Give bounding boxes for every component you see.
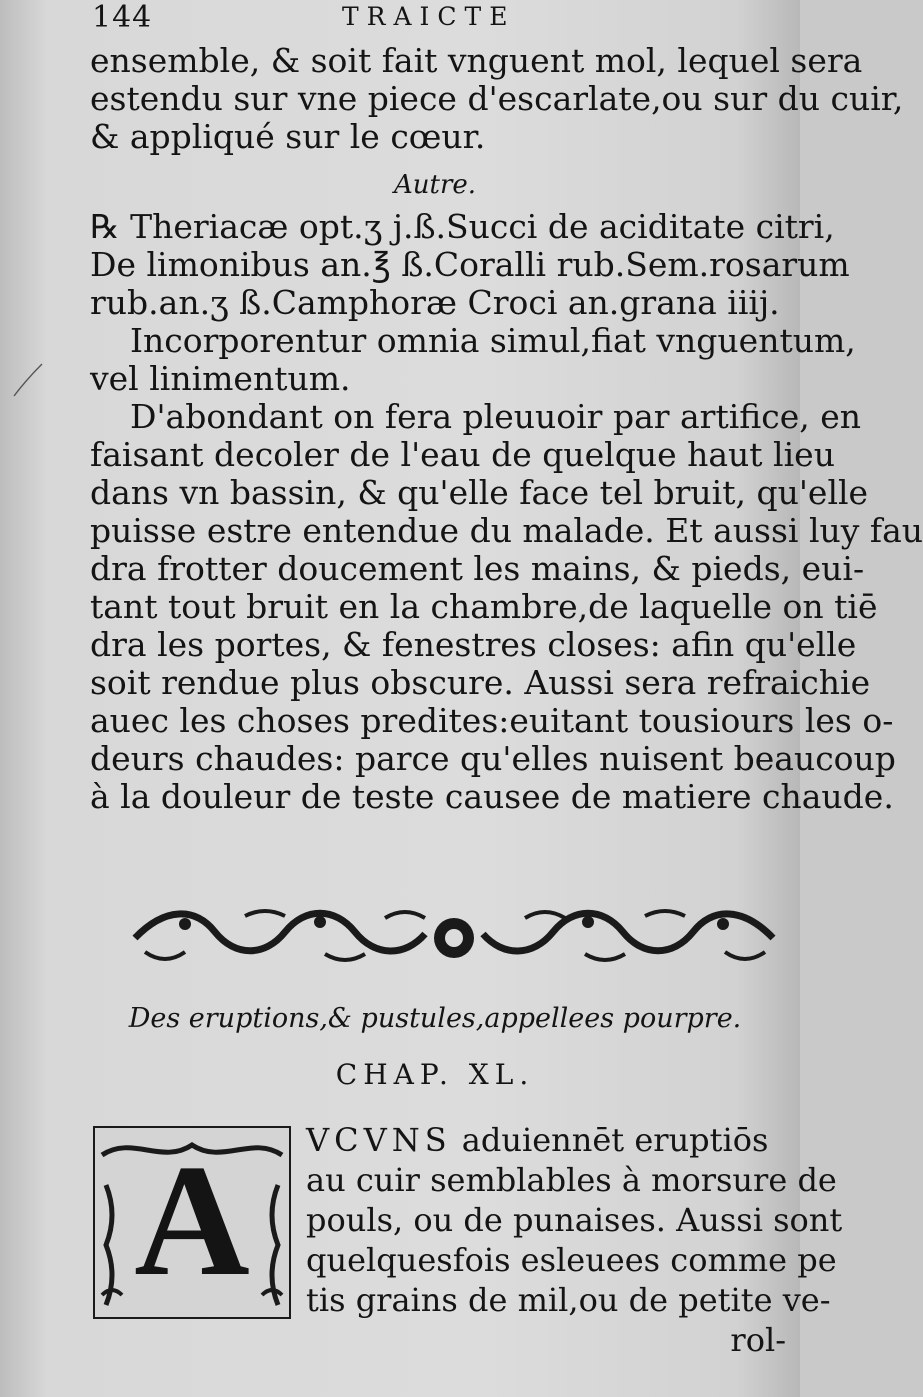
recipe-line: rub.an.ʒ ß.Camphoræ Croci an.grana iiij.: [90, 283, 780, 322]
text-line: & appliqué sur le cœur.: [90, 117, 486, 156]
recipe-line: Incorporentur omnia simul,fiat vnguentum,: [130, 321, 856, 360]
ornate-initial-icon: [92, 1125, 292, 1320]
text-line: pouls, ou de punaises. Aussi sont: [306, 1201, 843, 1239]
text-line: auec les choses predites:euitant tousiours les o-: [90, 701, 894, 740]
text-line: au cuir semblables à morsure de: [306, 1161, 837, 1199]
text-line: tis grains de mil,ou de petite ve-: [306, 1281, 831, 1319]
text-line: estendu sur vne piece d'escarlate,ou sur du cuir,: [90, 79, 904, 118]
chapter-label: CHAP. XL.: [335, 1058, 535, 1091]
section-title: Des eruptions,& pustules,appellees pourpre.: [128, 1003, 742, 1034]
text-line: [306, 1120, 786, 1160]
text-line: puisse estre entendue du malade. Et aussi luy fau: [90, 511, 923, 550]
text-line: ensemble, & soit fait vnguent mol, lequel sera: [90, 41, 863, 80]
first-word: VCVNS: [306, 1121, 452, 1159]
floral-ornament-icon: [125, 902, 783, 974]
autre-heading: Autre.: [393, 170, 477, 200]
line-rest: aduiennēt eruptiōs: [451, 1121, 769, 1159]
text-line: faisant decoler de l'eau de quelque haut lieu: [90, 435, 835, 474]
page-number: 144: [92, 0, 153, 35]
running-head: [0, 0, 800, 40]
margin-mark-icon: [8, 360, 48, 400]
text-line: deurs chaudes: parce qu'elles nuisent beaucoup: [90, 739, 896, 778]
text-line: tant tout bruit en la chambre,de laquelle on tiē: [90, 587, 878, 626]
text-line: soit rendue plus obscure. Aussi sera refraichie: [90, 663, 871, 702]
paragraph-1: [90, 41, 904, 156]
recipe-line: vel linimentum.: [90, 359, 351, 398]
catchword: rol-: [730, 1321, 786, 1359]
recipe-line: ℞ Theriacæ opt.ʒ j.ß.Succi de aciditate citri,: [90, 207, 835, 246]
recipe-and-paragraph-2: [90, 207, 923, 816]
recipe-line: De limonibus an.℥ ß.Coralli rub.Sem.rosarum: [90, 245, 850, 284]
drop-cap-letter: A: [134, 1131, 250, 1309]
text-line: D'abondant on fera pleuuoir par artifice, en: [130, 397, 862, 436]
text-line: dra les portes, & fenestres closes: afin qu'elle: [90, 625, 857, 664]
text-line: à la douleur de teste causee de matiere chaude.: [90, 777, 894, 816]
text-line: quelquesfois esleuees comme pe: [306, 1241, 837, 1279]
running-title: TRAICTE: [342, 2, 516, 31]
text-line: dans vn bassin, & qu'elle face tel bruit, qu'elle: [90, 473, 869, 512]
text-line: dra frotter doucement les mains, & pieds, eui-: [90, 549, 865, 588]
chapter-text: [306, 1120, 843, 1360]
